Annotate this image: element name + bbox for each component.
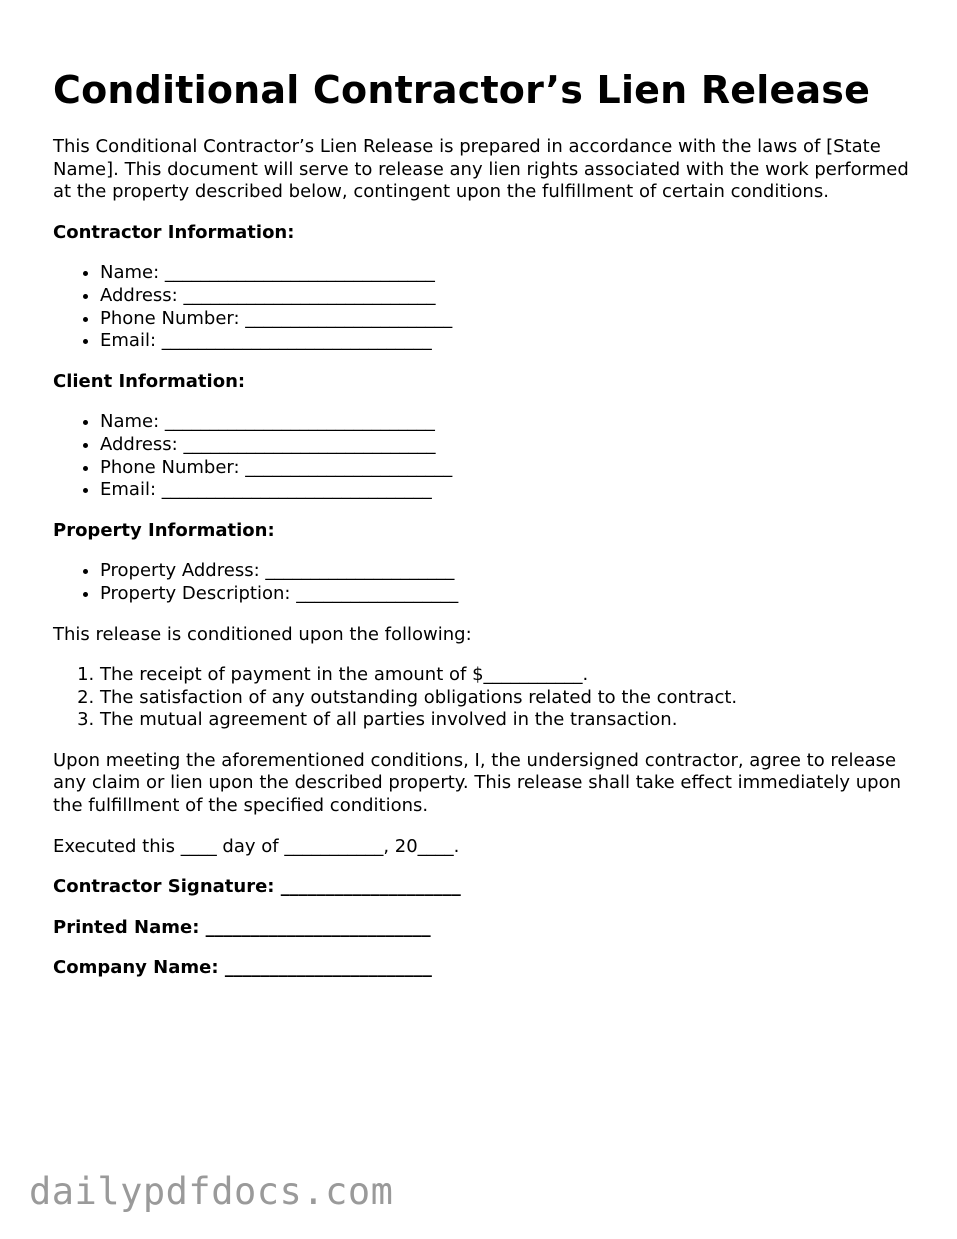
conditions-intro: This release is conditioned upon the following: [53, 623, 472, 645]
client-address-field: • Address: ____________________________ [100, 434, 913, 457]
contractor-email-field: • Email: ______________________________ [100, 330, 913, 353]
client-phone-field: • Phone Number: _______________________ [100, 457, 913, 480]
property-description-field: • Property Description: __________________ [100, 583, 913, 606]
client-info-list [53, 411, 913, 501]
property-info-heading: Property Information: [53, 519, 275, 541]
client-email-field: • Email: ______________________________ [100, 479, 913, 502]
company-name-line: Company Name: _______________________ [53, 957, 432, 979]
condition-item: 2. The satisfaction of any outstanding obligations related to the contract. [100, 687, 913, 710]
contractor-name-field: • Name: ______________________________ [100, 262, 913, 285]
condition-item: 1. The receipt of payment in the amount of $___________. [100, 664, 913, 687]
printed-name-line: Printed Name: _________________________ [53, 916, 431, 938]
contractor-address-field: • Address: ____________________________ [100, 285, 913, 308]
conditions-list [53, 664, 913, 732]
document-page [53, 66, 913, 980]
client-name-field: • Name: ______________________________ [100, 411, 913, 434]
intro-paragraph: This Conditional Contractor’s Lien Release is prepared in accordance with the laws of [State Name]. This document will serve to release any lien rights associated with the work performed at the property described below, contingent upon the fulfillment of certain conditions. [53, 136, 909, 203]
condition-item: 3. The mutual agreement of all parties involved in the transaction. [100, 709, 913, 732]
contractor-info-heading: Contractor Information: [53, 221, 295, 243]
executed-line: Executed this ____ day of ___________, 20____. [53, 835, 460, 857]
contractor-signature-line: Contractor Signature: ____________________ [53, 876, 461, 898]
agreement-paragraph: Upon meeting the aforementioned conditions, I, the undersigned contractor, agree to release any claim or lien upon the described property. This release shall take effect immediately upon the fulfillment of the specified conditions. [53, 749, 901, 817]
contractor-phone-field: • Phone Number: _______________________ [100, 308, 913, 331]
watermark-text: dailypdfdocs.com [29, 1170, 394, 1213]
property-info-list [53, 560, 913, 605]
document-title: Conditional Contractor’s Lien Release [53, 68, 871, 112]
property-address-field: • Property Address: _____________________ [100, 560, 913, 583]
client-info-heading: Client Information: [53, 370, 246, 392]
contractor-info-list [53, 262, 913, 352]
